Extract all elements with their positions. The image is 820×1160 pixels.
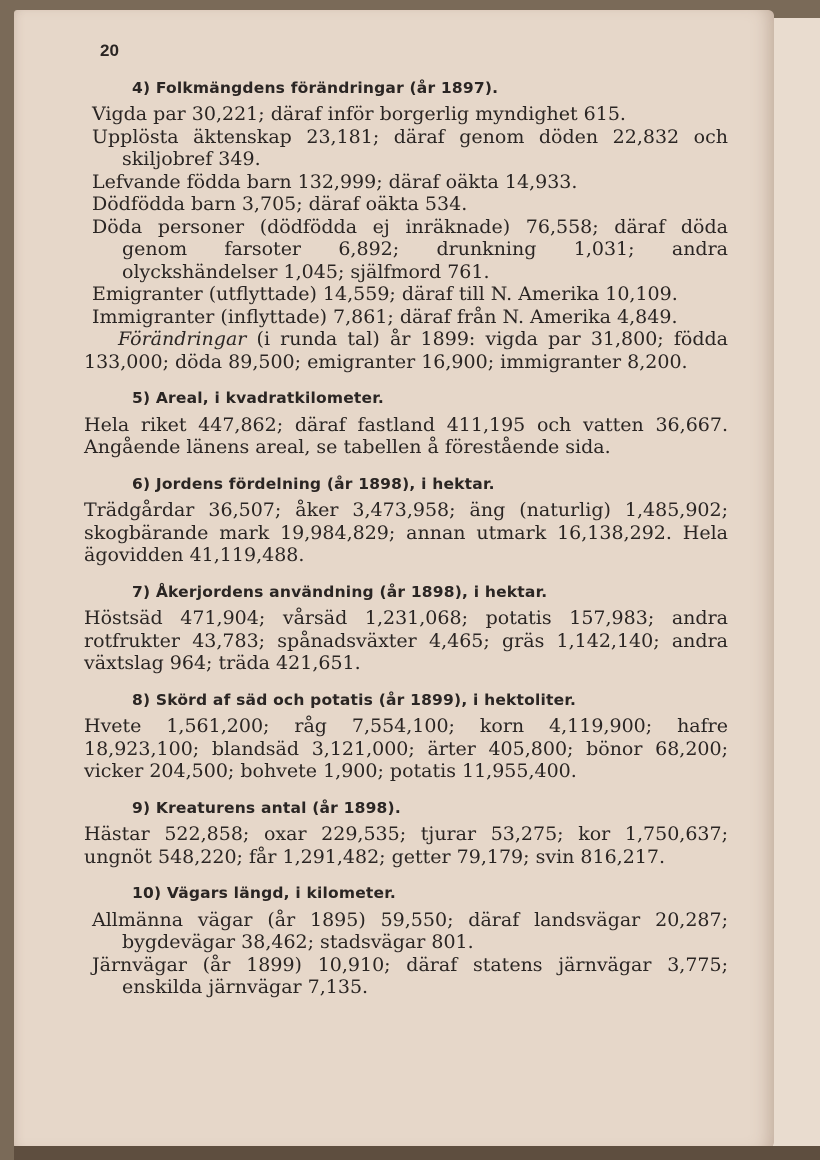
section-area xyxy=(84,387,728,459)
italic-label: Förändringar xyxy=(118,328,247,350)
section-arable-land-use xyxy=(84,581,728,675)
paragraph-text: (i runda tal) år 1899: vigda par 31,800; födda 133,000; döda 89,500; emigranter 16,900; immigranter 8,200. xyxy=(84,328,728,373)
facing-page-edge xyxy=(772,18,820,1148)
section-population-changes xyxy=(84,77,728,374)
list-item: Lefvande födda barn 132,999; däraf oäkta 14,933. xyxy=(92,170,578,193)
list-item: Järnvägar (år 1899) 10,910; däraf statens järnvägar 3,775; enskilda järnvägar 7,135. xyxy=(92,953,728,998)
section-heading: 10) Vägars längd, i kilometer. xyxy=(132,884,396,902)
section-land-distribution xyxy=(84,473,728,567)
list-item: Emigranter (utflyttade) 14,559; däraf till N. Amerika 10,109. xyxy=(92,283,678,305)
paragraph xyxy=(84,328,728,373)
section-livestock xyxy=(84,797,728,869)
section-road-lengths xyxy=(84,882,728,999)
list-item: Immigranter (inflyttade) 7,861; däraf från N. Amerika 4,849. xyxy=(92,305,678,328)
paragraph: Hela riket 447,862; däraf fastland 411,195 och vatten 36,667. Angående länens areal, se tabellen å förestående sida. xyxy=(84,413,728,458)
section-heading: 6) Jordens fördelning (år 1898), i hektar. xyxy=(132,474,495,493)
list-item: Dödfödda barn 3,705; däraf oäkta 534. xyxy=(92,193,468,215)
list-item: Upplösta äktenskap 23,181; däraf genom döden 22,832 och skiljobref 349. xyxy=(92,125,728,170)
section-heading: 5) Areal, i kvadratkilometer. xyxy=(132,389,384,407)
section-heading: 7) Åkerjordens användning (år 1898), i hektar. xyxy=(132,582,548,601)
paragraph: Hästar 522,858; oxar 229,535; tjurar 53,275; kor 1,750,637; ungnöt 548,220; får 1,291,482; getter 79,179; svin 816,217. xyxy=(84,823,728,868)
paragraph: Hvete 1,561,200; råg 7,554,100; korn 4,119,900; hafre 18,923,100; blandsäd 3,121,000; ärter 405,800; bönor 68,200; vicker 204,500; bohvete 1,900; potatis 11,955,400. xyxy=(84,715,728,782)
page-number: 20 xyxy=(100,41,119,60)
section-heading: 4) Folkmängdens förändringar (år 1897). xyxy=(132,78,499,97)
list-item: Döda personer (dödfödda ej inräknade) 76,558; däraf döda genom farsoter 6,892; drunkning 1,031; andra olyckshändelser 1,045; själfmord 761. xyxy=(92,215,728,283)
paragraph: Höstsäd 471,904; vårsäd 1,231,068; potatis 157,983; andra rotfrukter 43,783; spånadsväxter 4,465; gräs 1,142,140; andra växtslag 964; träda 421,651. xyxy=(84,607,728,674)
list-item: Allmänna vägar (år 1895) 59,550; däraf landsvägar 20,287; bygdevägar 38,462; stadsvägar 801. xyxy=(92,908,728,953)
section-heading: 9) Kreaturens antal (år 1898). xyxy=(132,798,401,817)
paragraph: Trädgårdar 36,507; åker 3,473,958; äng (naturlig) 1,485,902; skogbärande mark 19,984,829; annan utmark 16,138,292. Hela ägovidden 41,119,488. xyxy=(84,499,728,566)
list-item: Vigda par 30,221; däraf inför borgerlig myndighet 615. xyxy=(92,103,626,125)
section-harvest xyxy=(84,689,728,783)
page-text xyxy=(84,40,728,999)
binding-shadow xyxy=(14,1146,820,1160)
section-heading: 8) Skörd af säd och potatis (år 1899), i hektoliter. xyxy=(132,690,577,709)
